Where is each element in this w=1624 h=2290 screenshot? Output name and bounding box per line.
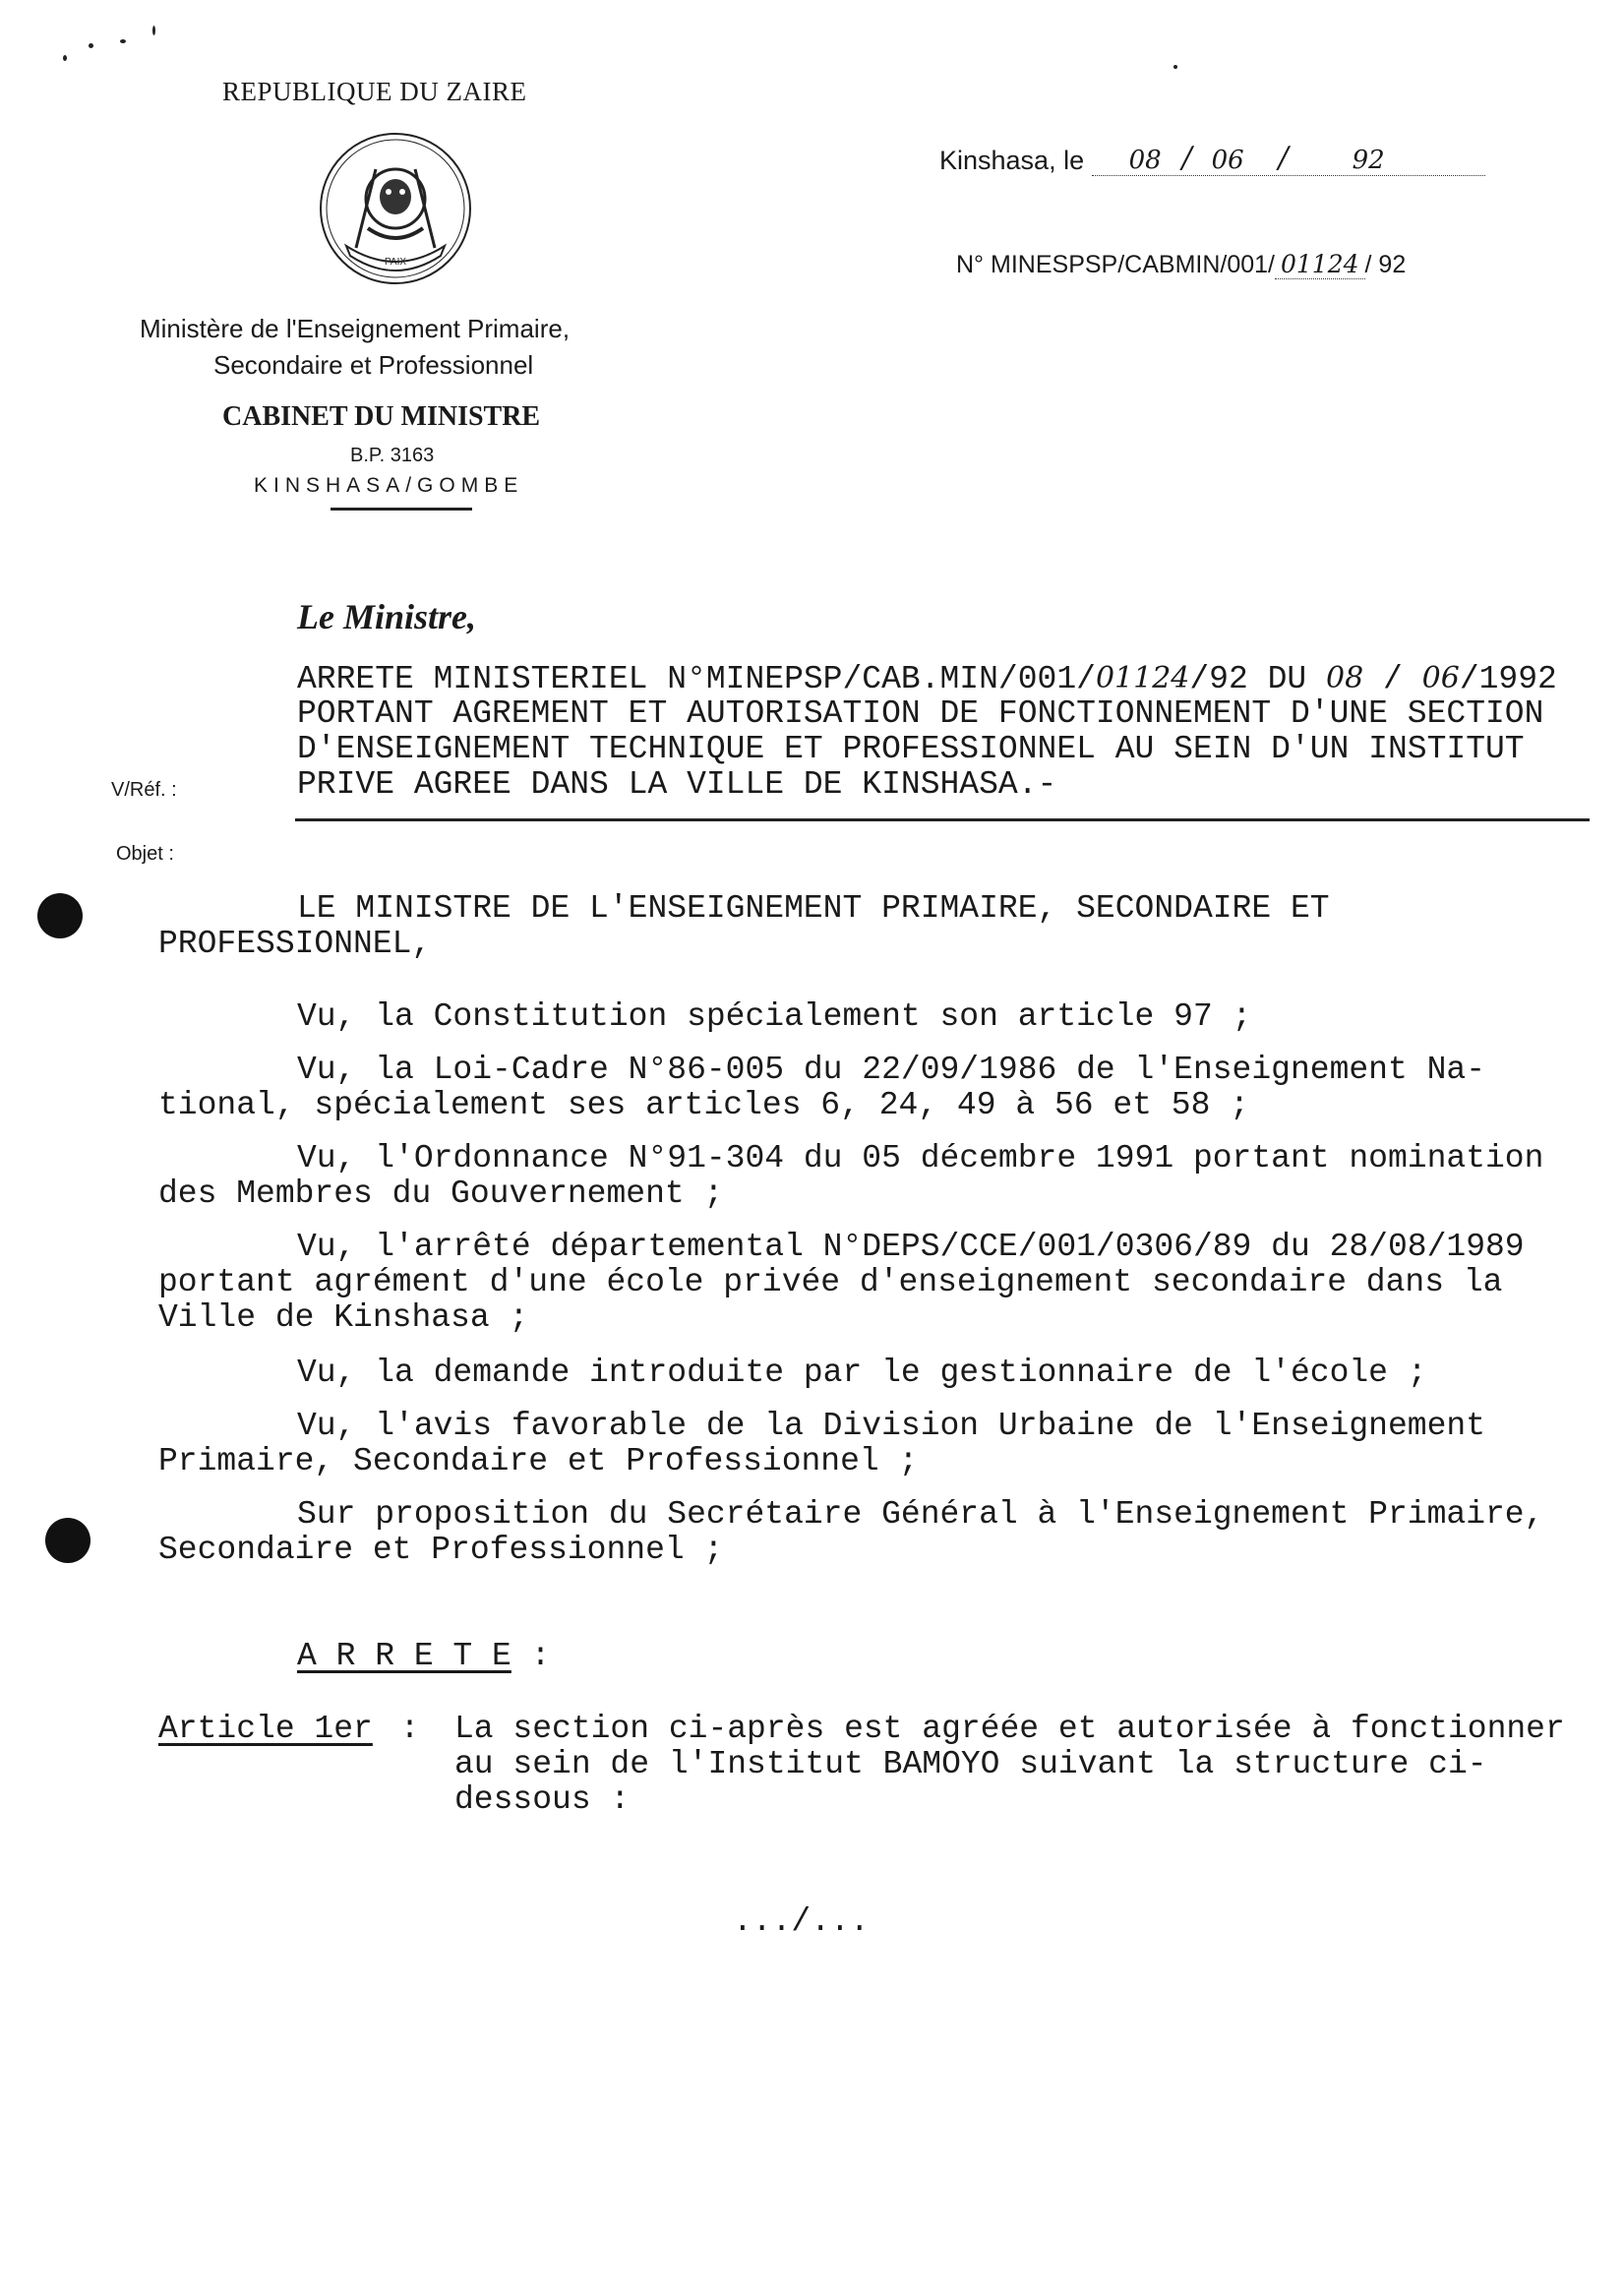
punch-hole	[45, 1518, 90, 1563]
date-slash: /	[1278, 141, 1289, 175]
intro-line-2: PROFESSIONNEL,	[158, 926, 432, 962]
vu-avis-1: Vu, l'avis favorable de la Division Urbaine de l'Enseignement	[297, 1408, 1485, 1444]
vu-loi-cadre-1: Vu, la Loi-Cadre N°86-005 du 22/09/1986 de l'Enseignement Na-	[297, 1052, 1485, 1088]
reference-number	[956, 250, 1406, 279]
minister-heading: Le Ministre,	[297, 597, 477, 636]
country-name: REPUBLIQUE DU ZAIRE	[222, 77, 527, 106]
ref-suffix: / 92	[1364, 251, 1407, 278]
arrete-heading	[297, 1639, 550, 1674]
title-rule	[295, 818, 1590, 821]
title-text: /92 DU	[1189, 661, 1307, 697]
postal-box: B.P. 3163	[350, 445, 435, 466]
place-label: Kinshasa, le	[939, 146, 1085, 175]
vref-label: V/Réf. :	[111, 779, 177, 801]
title-line-1: ARRETE MINISTERIEL N°MINEPSP/CAB.MIN/001/01124/92 DU 08 / 06/1992	[297, 661, 1557, 697]
punch-hole	[37, 893, 83, 938]
title-month: 06	[1421, 661, 1460, 695]
ministry-line-1: Ministère de l'Enseignement Primaire,	[140, 314, 571, 343]
vu-arrete-1: Vu, l'arrêté départemental N°DEPS/CCE/001/0306/89 du 28/08/1989	[297, 1229, 1525, 1265]
arrete-heading-text: A R R E T E	[297, 1638, 511, 1674]
ref-prefix: MINESPSP/CABMIN/001/	[991, 251, 1275, 278]
date-day: 08	[1128, 146, 1162, 175]
sur-proposition-1: Sur proposition du Secrétaire Général à l'Enseignement Primaire,	[297, 1496, 1544, 1533]
title-text: ARRETE MINISTERIEL N°MINEPSP/CAB.MIN/001/	[297, 661, 1096, 697]
vu-constitution: Vu, la Constitution spécialement son article 97 ;	[297, 998, 1252, 1035]
city-name: KINSHASA/GOMBE	[254, 474, 524, 497]
title-year: /1992	[1459, 661, 1557, 697]
page-continuation: .../...	[733, 1903, 870, 1940]
date-year: 92	[1352, 146, 1385, 175]
article-colon: :	[399, 1711, 420, 1747]
objet-label: Objet :	[116, 843, 174, 865]
ministry-line-2: Secondaire et Professionnel	[213, 350, 534, 380]
article-1-line-2: au sein de l'Institut BAMOYO suivant la structure ci-	[454, 1746, 1487, 1782]
vu-arrete-3: Ville de Kinshasa ;	[158, 1299, 529, 1336]
vu-ordonnance-2: des Membres du Gouvernement ;	[158, 1175, 724, 1212]
vu-loi-cadre-2: tional, spécialement ses articles 6, 24, 49 à 56 et 58 ;	[158, 1087, 1249, 1123]
vu-demande: Vu, la demande introduite par le gestionnaire de l'école ;	[297, 1355, 1427, 1391]
title-line-3: D'ENSEIGNEMENT TECHNIQUE ET PROFESSIONNEL AU SEIN D'UN INSTITUT	[297, 731, 1525, 767]
cabinet-title: CABINET DU MINISTRE	[222, 401, 541, 432]
article-label-text: Article 1er	[158, 1711, 373, 1747]
title-day: 08	[1326, 661, 1364, 695]
date-slash: /	[1181, 141, 1192, 175]
title-number: 01124	[1095, 661, 1190, 695]
sur-proposition-2: Secondaire et Professionnel ;	[158, 1532, 724, 1568]
vu-ordonnance-1: Vu, l'Ordonnance N°91-304 du 05 décembre 1991 portant nomination	[297, 1140, 1544, 1176]
ref-label: N°	[956, 251, 985, 278]
vu-avis-2: Primaire, Secondaire et Professionnel ;	[158, 1443, 919, 1479]
article-1-line-3: dessous :	[454, 1781, 631, 1818]
article-1-label	[158, 1712, 419, 1747]
title-line-2: PORTANT AGREMENT ET AUTORISATION DE FONCTIONNEMENT D'UNE SECTION	[297, 695, 1544, 732]
date-line	[939, 141, 1485, 176]
emblem-motto: PAIX	[384, 257, 407, 268]
ref-number: 01124	[1275, 250, 1365, 279]
arrete-heading-colon: :	[530, 1638, 551, 1674]
intro-line-1: LE MINISTRE DE L'ENSEIGNEMENT PRIMAIRE, SECONDAIRE ET	[297, 890, 1330, 927]
header-underline	[331, 508, 472, 511]
national-emblem	[317, 130, 474, 287]
title-line-4: PRIVE AGREE DANS LA VILLE DE KINSHASA.-	[297, 766, 1057, 803]
article-1-line-1: La section ci-après est agréée et autorisée à fonctionner	[454, 1711, 1565, 1747]
vu-arrete-2: portant agrément d'une école privée d'enseignement secondaire dans la	[158, 1264, 1503, 1300]
date-month: 06	[1211, 146, 1244, 175]
emblem-seal-icon	[317, 130, 474, 287]
